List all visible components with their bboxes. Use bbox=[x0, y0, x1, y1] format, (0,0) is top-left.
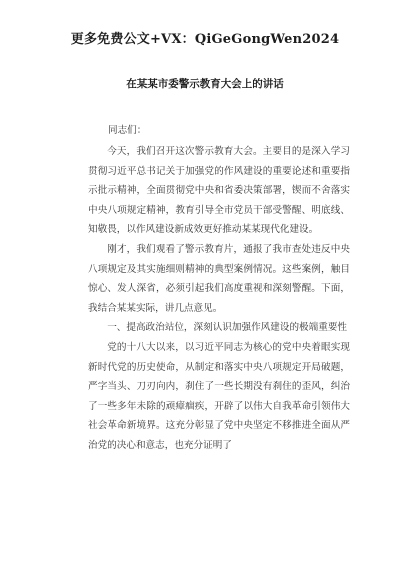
salutation: 同志们： bbox=[108, 125, 147, 136]
paragraph: 刚才，我们观看了警示教育片，通报了我市查处违反中央八项规定及其实施细则精神的典型案例情况。这些案例，触目惊心、发人深省，必须引起我们高度重视和深刻警醒。下面，我结合某某实际，讲几点意见。 bbox=[88, 243, 350, 314]
document-title: 在某某市委警示教育大会上的讲话 bbox=[126, 78, 284, 90]
paragraph: 今天，我们召开这次警示教育大会。主要目的是深入学习贯彻习近平总书记关于加强党的作风建设的重要论述和重要指示批示精神，全面贯彻党中央和省委决策部署，锲而不舍落实中央八项规定精神，教育引导全市党员干部受警醒、明底线、知敬畏，以作风建设新成效更好推动某某现代化建设。 bbox=[88, 146, 350, 236]
document-body bbox=[88, 142, 350, 456]
section-heading: 一、提高政治站位，深刻认识加强作风建设的极端重要性 bbox=[107, 322, 348, 334]
paragraph: 党的十八大以来，以习近平同志为核心的党中央着眼实现新时代党的历史使命，从制定和落实中央八项规定开局破题，严字当头、刀刃向内，刹住了一些长期没有刹住的歪风，纠治了一些多年未除的顽瘴痼疾，开辟了以伟大自我革命引领伟大社会革命新境界。这充分彰显了党中央坚定不移推进全面从严治党的决心和意志，也充分证明了 bbox=[88, 341, 350, 451]
promo-header: 更多免费公文+VX：QiGeGongWen2024 bbox=[70, 32, 340, 47]
